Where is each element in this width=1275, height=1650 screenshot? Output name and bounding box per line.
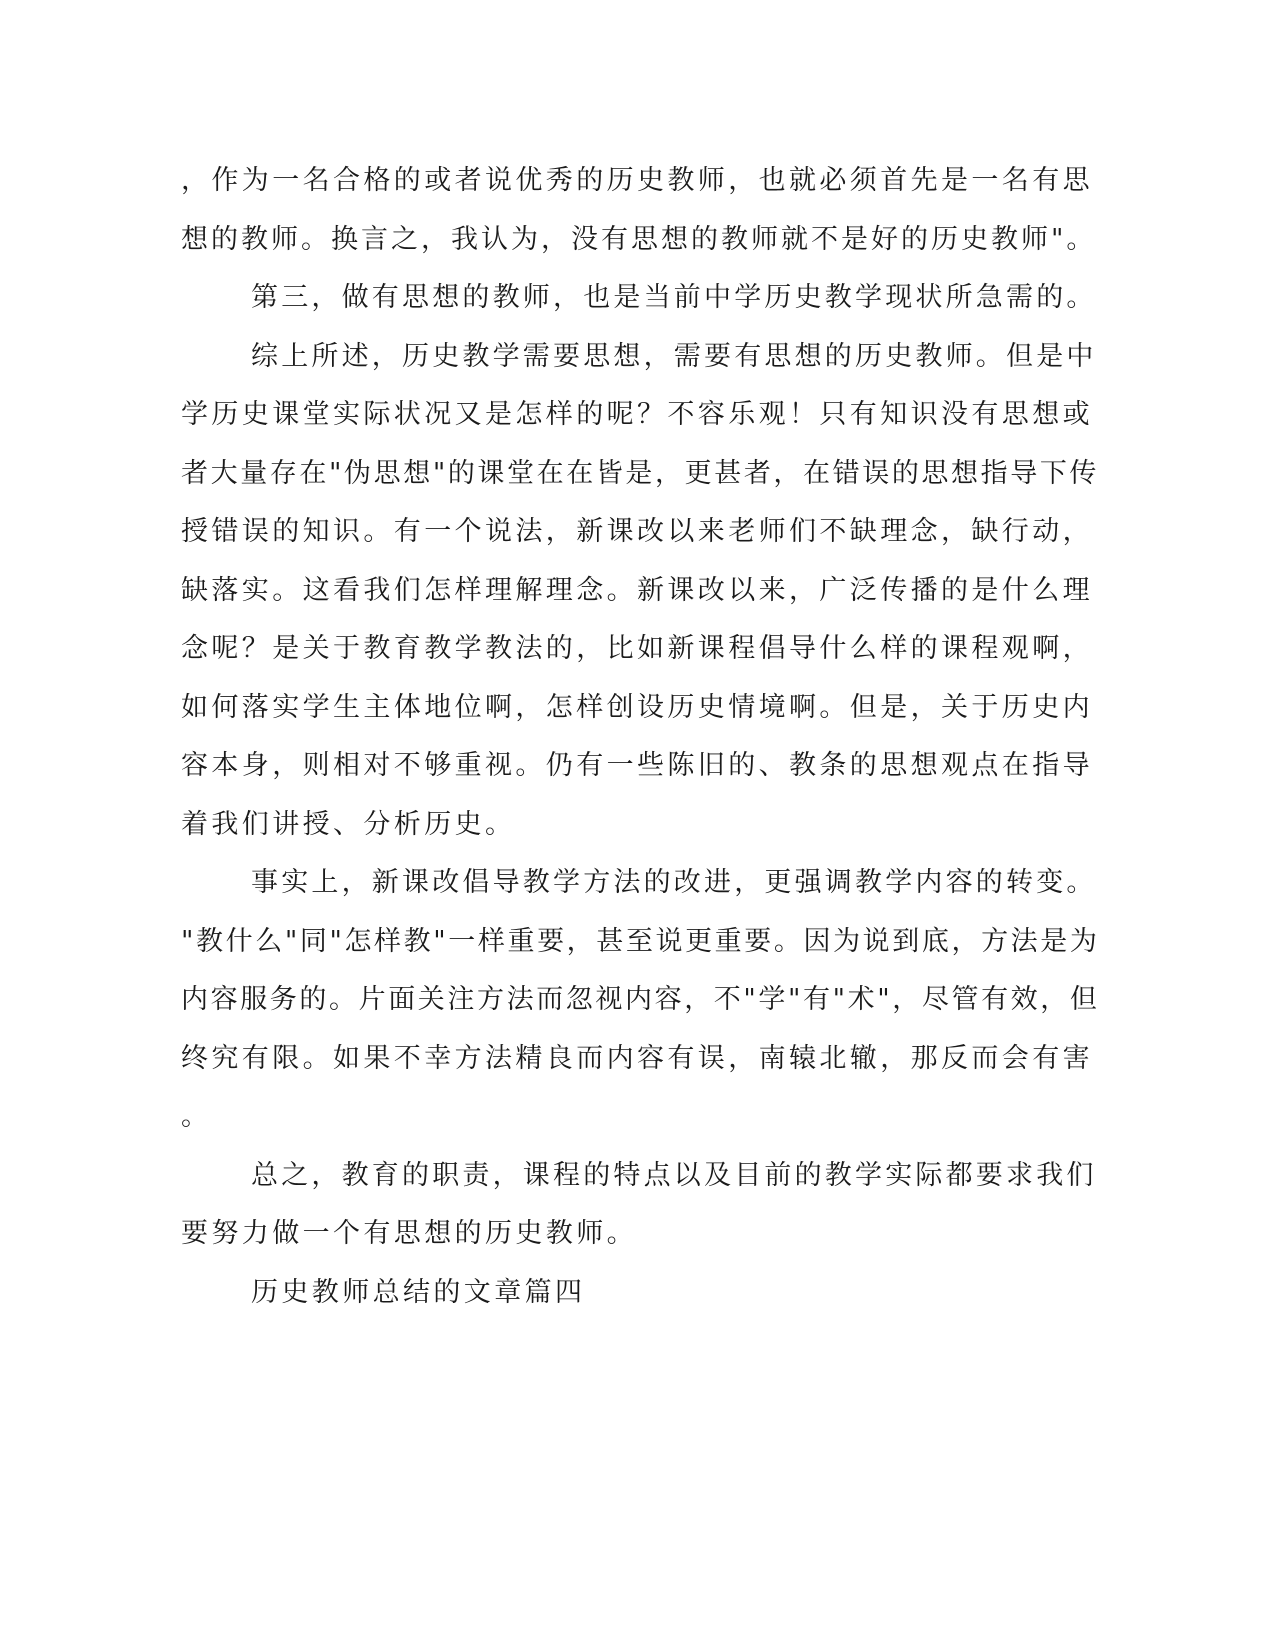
text-line: ，作为一名合格的或者说优秀的历史教师，也就必须首先是一名有思 xyxy=(181,165,1093,196)
text-line: 着我们讲授、分析历史。 xyxy=(181,809,516,840)
text-line: 综上所述，历史教学需要思想，需要有思想的历史教师。但是中 xyxy=(251,341,1097,372)
text-line: 授错误的知识。有一个说法，新课改以来老师们不缺理念，缺行动， xyxy=(181,516,1093,547)
text-line: 学历史课堂实际状况又是怎样的呢？不容乐观！只有知识没有思想或 xyxy=(181,399,1093,430)
text-line: 总之，教育的职责，课程的特点以及目前的教学实际都要求我们 xyxy=(251,1160,1097,1191)
text-line: "教什么"同"怎样教"一样重要，甚至说更重要。因为说到底，方法是为 xyxy=(181,926,1100,957)
text-line: 内容服务的。片面关注方法而忽视内容，不"学"有"术"，尽管有效，但 xyxy=(181,984,1100,1015)
text-line: 要努力做一个有思想的历史教师。 xyxy=(181,1218,637,1249)
text-line: 事实上，新课改倡导教学方法的改进，更强调教学内容的转变。 xyxy=(251,867,1097,898)
text-line: 想的教师。换言之，我认为，没有思想的教师就不是好的历史教师"。 xyxy=(181,224,1097,255)
text-line: 如何落实学生主体地位啊，怎样创设历史情境啊。但是，关于历史内 xyxy=(181,692,1093,723)
text-line: 。 xyxy=(181,1101,212,1132)
text-line: 第三，做有思想的教师，也是当前中学历史教学现状所急需的。 xyxy=(251,282,1097,313)
text-line: 者大量存在"伪思想"的课堂在在皆是，更甚者，在错误的思想指导下传 xyxy=(181,458,1100,489)
text-line: 容本身，则相对不够重视。仍有一些陈旧的、教条的思想观点在指导 xyxy=(181,750,1093,781)
text-line: 缺落实。这看我们怎样理解理念。新课改以来，广泛传播的是什么理 xyxy=(181,575,1093,606)
text-line: 念呢？是关于教育教学教法的，比如新课程倡导什么样的课程观啊， xyxy=(181,633,1093,664)
text-line: 终究有限。如果不幸方法精良而内容有误，南辕北辙，那反而会有害 xyxy=(181,1043,1093,1074)
section-heading: 历史教师总结的文章篇四 xyxy=(251,1277,586,1308)
